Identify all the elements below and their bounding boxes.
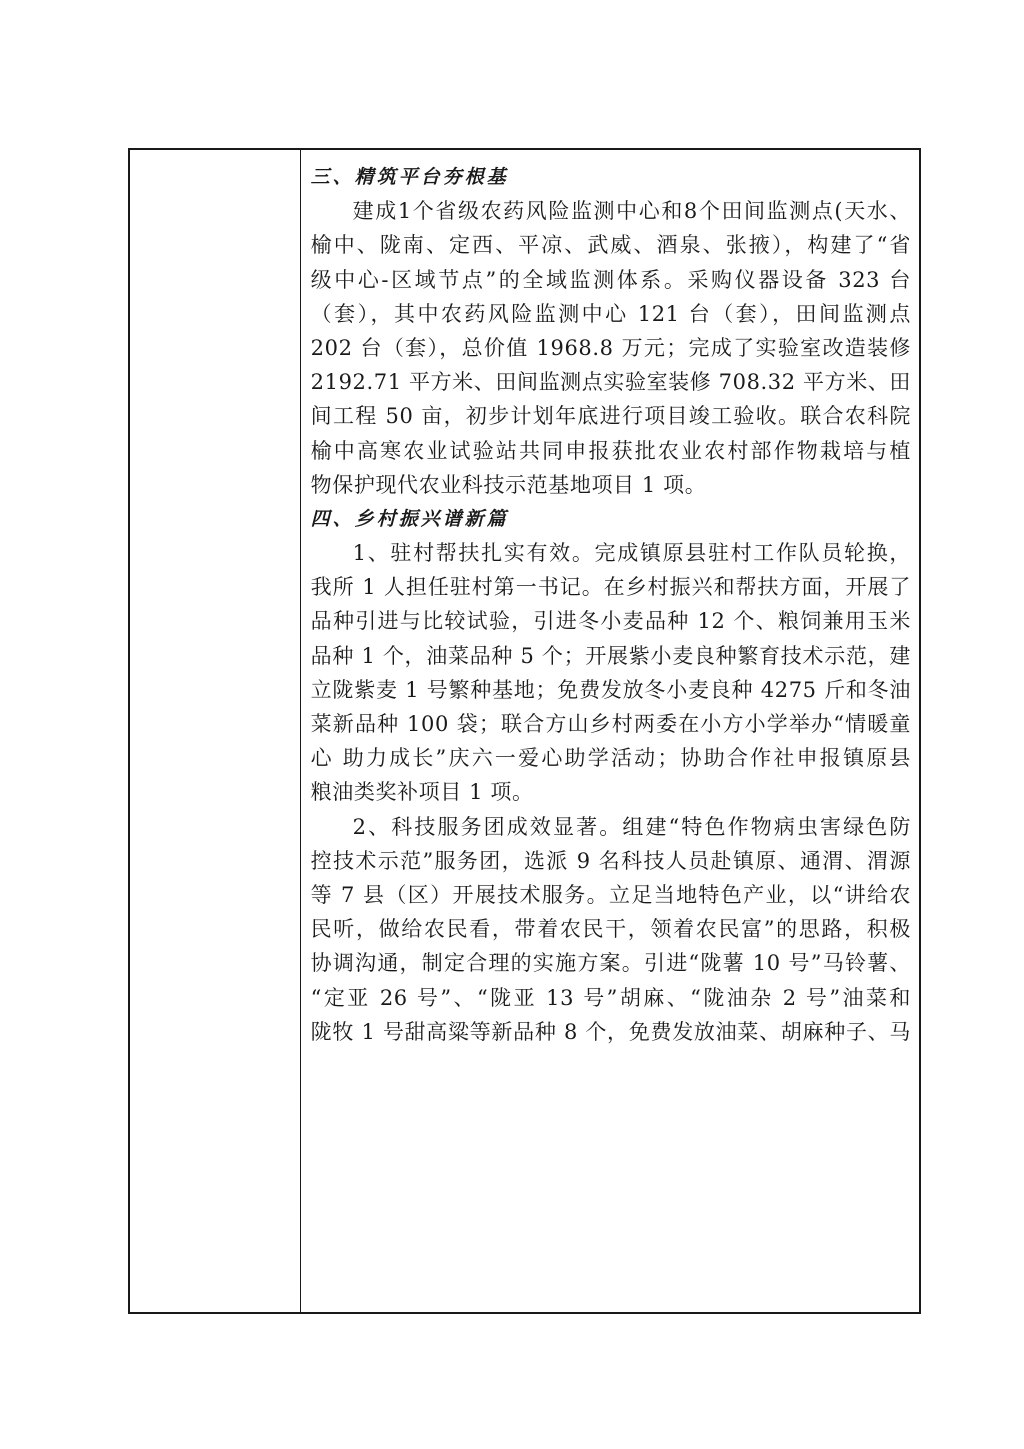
content-cell	[301, 150, 919, 1312]
text-line: 我所 1 人担任驻村第一书记。在乡村振兴和帮扶方面，开展了	[310, 575, 911, 600]
text-line: 控技术示范”服务团，选派 9 名科技人员赴镇原、通渭、渭源	[310, 848, 911, 873]
text-line: 间工程 50 亩，初步计划年底进行项目竣工验收。联合农科院	[310, 404, 911, 429]
text-line: 榆中高寒农业试验站共同申报获批农业农村部作物栽培与植	[310, 438, 911, 463]
document-table	[128, 148, 921, 1314]
text-line: 建成1个省级农药风险监测中心和8个田间监测点(天水、	[352, 199, 911, 224]
text-line: 物保护现代农业科技示范基地项目 1 项。	[310, 472, 707, 497]
text-line: 协调沟通，制定合理的实施方案。引进“陇薯 10 号”马铃薯、	[310, 951, 911, 976]
text-line: 心 助力成长”庆六一爱心助学活动；协助合作社申报镇原县	[310, 746, 911, 771]
text-line: 级中心-区域节点”的全域监测体系。采购仪器设备 323 台	[310, 267, 911, 292]
text-line: 品种引进与比较试验，引进冬小麦品种 12 个、粮饲兼用玉米	[310, 609, 911, 634]
section-heading-4: 四、乡村振兴谱新篇	[310, 507, 509, 530]
paragraph-tech-service	[311, 810, 911, 1049]
text-line: （套），其中农药风险监测中心 121 台（套），田间监测点	[310, 301, 911, 326]
text-line: 民听，做给农民看，带着农民干，领着农民富”的思路，积极	[310, 917, 911, 942]
text-line: 2192.71 平方米、田间监测点实验室装修 708.32 平方米、田	[310, 370, 911, 395]
text-line: 榆中、陇南、定西、平凉、武威、酒泉、张掖），构建了“省	[310, 233, 911, 258]
text-line: 1、驻村帮扶扎实有效。完成镇原县驻村工作队员轮换，	[352, 541, 911, 566]
text-line: 等 7 县（区）开展技术服务。立足当地特色产业，以“讲给农	[310, 882, 911, 907]
text-line: 立陇紫麦 1 号繁种基地；免费发放冬小麦良种 4275 斤和冬油	[310, 677, 911, 702]
paragraph-platform	[311, 194, 911, 502]
text-line: 菜新品种 100 袋；联合方山乡村两委在小方小学举办“情暖童	[310, 712, 911, 736]
text-line: 202 台（套），总价值 1968.8 万元；完成了实验室改造装修	[310, 335, 911, 360]
text-line: 粮油类奖补项目 1 项。	[310, 780, 534, 805]
paragraph-village-support	[311, 536, 911, 810]
left-label-cell	[130, 150, 301, 1312]
text-line: 品种 1 个，油菜品种 5 个；开展紫小麦良种繁育技术示范，建	[310, 643, 911, 668]
text-line: 陇牧 1 号甜高粱等新品种 8 个，免费发放油菜、胡麻种子、马	[310, 1019, 911, 1044]
section-heading-3: 三、精筑平台夯根基	[310, 166, 509, 188]
text-line: “定亚 26 号”、“陇亚 13 号”胡麻、“陇油杂 2 号”油菜和	[310, 985, 911, 1010]
text-line: 2、科技服务团成效显著。组建“特色作物病虫害绿色防	[352, 814, 911, 839]
